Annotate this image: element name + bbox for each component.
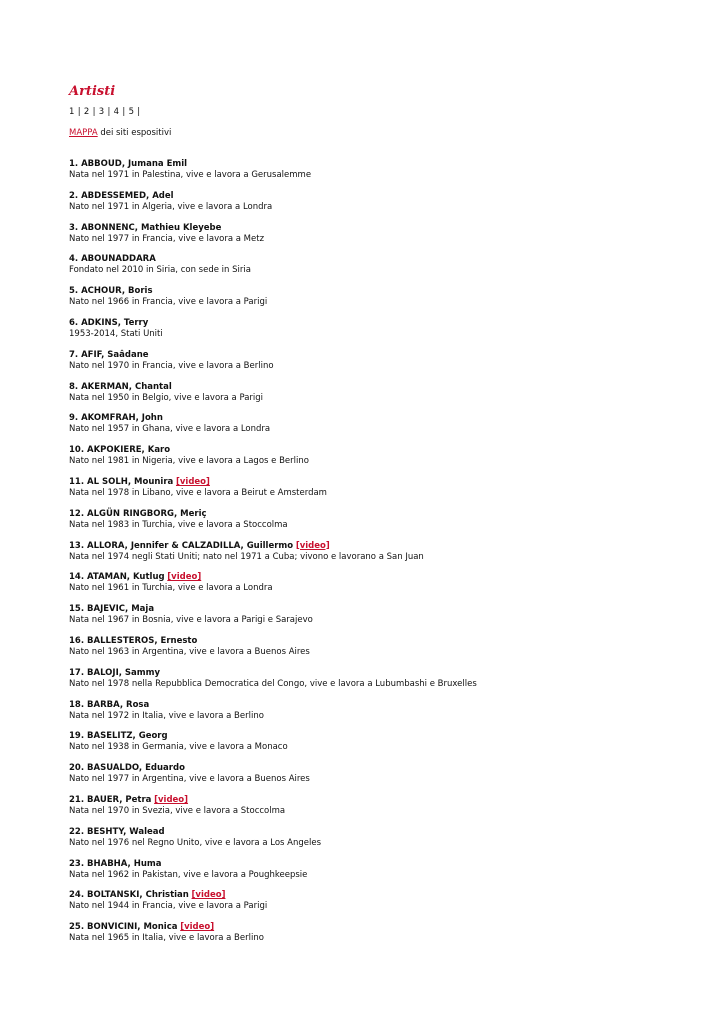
artist-name: 4. ABOUNADDARA [69,254,156,265]
list-item [69,382,709,414]
artist-description: Nata nel 1950 in Belgio, vive e lavora a Parigi [69,392,264,403]
artist-name: 20. BASUALDO, Eduardo [69,763,185,774]
list-item [69,890,709,922]
artist-name: 7. AFIF, Saâdane [69,349,149,360]
list-item [69,922,709,954]
artist-description: Nata nel 1983 in Turchia, vive e lavora a Stoccolma [69,519,288,530]
video-link[interactable]: [video] [154,794,189,805]
page-content [69,84,709,954]
artist-name: 24. BOLTANSKI, Christian [69,890,189,901]
artist-description: Nata nel 1974 negli Stati Uniti; nato nel 1971 a Cuba; vivono e lavorano a San Juan [69,551,424,562]
page-link-5[interactable]: 5 [128,107,135,117]
page-link-3[interactable]: 3 [98,107,105,117]
list-item [69,286,709,318]
artist-description: Nato nel 1963 in Argentina, vive e lavora a Buenos Aires [69,646,310,657]
artist-description: Nato nel 1944 in Francia, vive e lavora a Parigi [69,901,268,912]
artist-description: Nato nel 1970 in Francia, vive e lavora a Berlino [69,360,274,371]
artist-name: 18. BARBA, Rosa [69,699,150,710]
list-item [69,731,709,763]
list-item [69,318,709,350]
page-separator: | [74,107,84,117]
artist-name: 23. BHABHA, Huma [69,858,162,869]
map-text: dei siti espositivi [97,128,172,138]
video-link[interactable]: [video] [175,476,210,487]
artist-description: Nato nel 1957 in Ghana, vive e lavora a Londra [69,424,271,435]
list-item [69,636,709,668]
artist-description: Nato nel 1971 in Algeria, vive e lavora a Londra [69,201,273,212]
artist-name: 1. ABBOUD, Jumana Emil [69,159,188,169]
list-item [69,477,709,509]
page-separator: | [104,107,114,117]
artist-name: 5. ACHOUR, Boris [69,286,153,297]
list-item [69,668,709,700]
page-separator: | [134,107,141,117]
artist-description: Nato nel 1976 nel Regno Unito, vive e lavora a Los Angeles [69,837,322,848]
artist-description: Nata nel 1962 in Pakistan, vive e lavora a Poughkeepsie [69,869,308,880]
list-item [69,541,709,573]
artist-name: 8. AKERMAN, Chantal [69,381,172,392]
artist-name: 9. AKOMFRAH, John [69,413,163,424]
artist-name: 13. ALLORA, Jennifer & CALZADILLA, Guillermo [69,540,294,551]
video-link[interactable]: [video] [191,890,226,901]
page-link-2[interactable]: 2 [83,107,90,117]
artist-name: 16. BALLESTEROS, Ernesto [69,635,198,646]
page-title: Artisti [69,84,116,99]
artist-name: 25. BONVICINI, Monica [69,922,178,933]
map-line [69,128,709,139]
artist-description: Nato nel 1977 in Argentina, vive e lavora a Buenos Aires [69,774,310,785]
list-item [69,413,709,445]
artist-description: Nato nel 1978 nella Repubblica Democratica del Congo, vive e lavora a Lubumbashi e Bruxelles [69,678,477,689]
artist-description: Nato nel 1981 in Nigeria, vive e lavora a Lagos e Berlino [69,456,309,467]
list-item [69,859,709,891]
artist-name: 14. ATAMAN, Kutlug [69,572,165,583]
list-item [69,827,709,859]
artist-description: Nato nel 1938 in Germania, vive e lavora a Monaco [69,742,288,753]
artist-description: Nata nel 1972 in Italia, vive e lavora a Berlino [69,710,264,721]
artist-description: Nata nel 1970 in Svezia, vive e lavora a Stoccolma [69,805,286,816]
list-item [69,159,709,191]
list-item [69,350,709,382]
artist-description: Nata nel 1978 in Libano, vive e lavora a Beirut e Amsterdam [69,487,327,498]
artist-name: 19. BASELITZ, Georg [69,731,168,742]
artist-description: Nata nel 1965 in Italia, vive e lavora a Berlino [69,933,264,944]
artist-name: 21. BAUER, Petra [69,794,152,805]
artist-list [69,159,709,954]
list-item [69,572,709,604]
artist-name: 3. ABONNENC, Mathieu Kleyebe [69,222,222,233]
list-item [69,795,709,827]
page-separator: | [89,107,99,117]
artist-name: 12. ALGÜN RINGBORG, Meriç [69,508,207,519]
list-item [69,191,709,223]
artist-description: 1953-2014, Stati Uniti [69,328,163,339]
list-item [69,254,709,286]
list-item [69,700,709,732]
list-item [69,223,709,255]
video-link[interactable]: [video] [180,922,215,933]
list-item [69,604,709,636]
page-link-4[interactable]: 4 [113,107,120,117]
artist-description: Fondato nel 2010 in Siria, con sede in Siria [69,265,251,276]
list-item [69,763,709,795]
artist-description: Nato nel 1961 in Turchia, vive e lavora a Londra [69,583,273,594]
pagination [69,107,709,118]
artist-description: Nata nel 1967 in Bosnia, vive e lavora a Parigi e Sarajevo [69,615,313,626]
map-link[interactable]: MAPPA [69,128,98,138]
artist-name: 22. BESHTY, Walead [69,826,165,837]
artist-description: Nato nel 1966 in Francia, vive e lavora a Parigi [69,297,268,308]
artist-name: 10. AKPOKIERE, Karo [69,445,171,456]
page-link-1[interactable]: 1 [69,107,75,117]
artist-description: Nato nel 1977 in Francia, vive e lavora a Metz [69,233,265,244]
artist-name: 17. BALOJI, Sammy [69,667,161,678]
artist-name: 2. ABDESSEMED, Adel [69,190,174,201]
artist-name: 11. AL SOLH, Mounira [69,476,174,487]
artist-description: Nata nel 1971 in Palestina, vive e lavora a Gerusalemme [69,170,312,180]
list-item [69,445,709,477]
artist-name: 6. ADKINS, Terry [69,317,149,328]
video-link[interactable]: [video] [167,572,202,583]
list-item [69,509,709,541]
video-link[interactable]: [video] [295,540,330,551]
artist-name: 15. BAJEVIC, Maja [69,604,155,615]
page-separator: | [119,107,129,117]
